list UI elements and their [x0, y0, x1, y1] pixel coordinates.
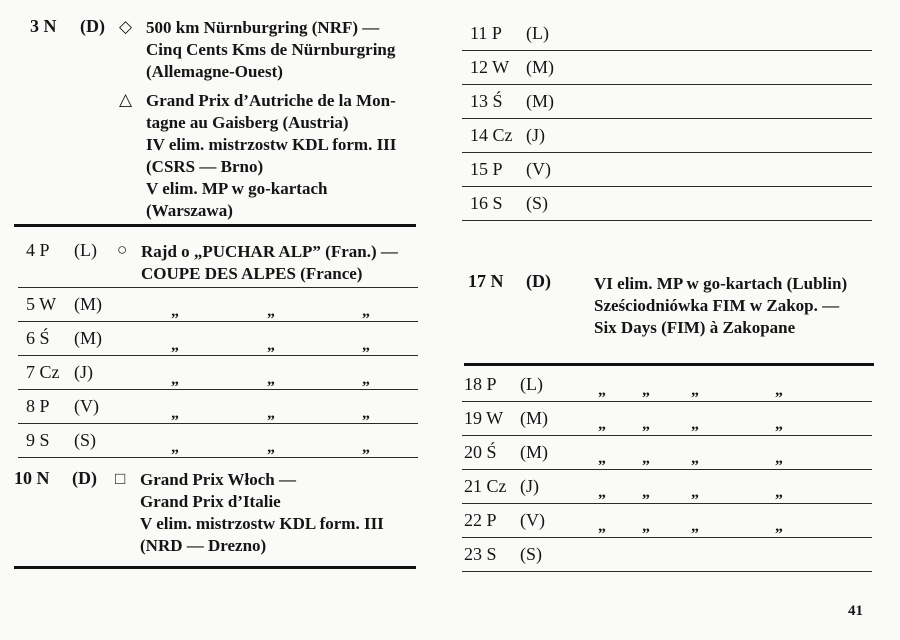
- day-13-label: 13 Ś: [470, 91, 503, 111]
- day-rule: [18, 321, 418, 322]
- day-rule: [18, 457, 418, 458]
- event-line: (CSRS — Brno): [146, 157, 264, 176]
- day-7-label: 7 Cz: [26, 362, 60, 382]
- event-line: Grand Prix Włoch —: [140, 470, 296, 489]
- event-line: Six Days (FIM) à Zakopane: [594, 318, 796, 337]
- ditto-mark: „: [691, 416, 699, 433]
- event-line: IV elim. mistrzostw KDL form. III: [146, 135, 397, 154]
- day-21-code: (J): [520, 476, 539, 496]
- day-3-code: (D): [80, 16, 105, 36]
- ditto-mark: „: [362, 371, 370, 388]
- day-11-label: 11 P: [470, 23, 502, 43]
- event-line: (Warszawa): [146, 201, 233, 220]
- day-4-code: (L): [74, 240, 97, 260]
- ditto-mark: „: [642, 518, 650, 535]
- day-18-code: (L): [520, 374, 543, 394]
- ditto-mark: „: [598, 416, 606, 433]
- event-line: Grand Prix d’Autriche de la Mon-: [146, 91, 396, 110]
- ditto-mark: „: [691, 382, 699, 399]
- day-4-event: [141, 241, 398, 285]
- ditto-mark: „: [598, 450, 606, 467]
- triangle-icon: △: [119, 90, 133, 109]
- day-16-code: (S): [526, 193, 548, 213]
- ditto-mark: „: [598, 518, 606, 535]
- page-number: 41: [848, 603, 863, 619]
- ditto-mark: „: [362, 337, 370, 354]
- week-divider: [14, 224, 416, 227]
- ditto-mark: „: [171, 405, 179, 422]
- day-3-event-1: [146, 17, 395, 83]
- day-7-code: (J): [74, 362, 93, 382]
- day-rule: [18, 355, 418, 356]
- day-10-label: 10 N: [14, 468, 50, 488]
- day-12-label: 12 W: [470, 57, 510, 77]
- day-21-label: 21 Cz: [464, 476, 507, 496]
- event-line: VI elim. MP w go-kartach (Lublin): [594, 274, 848, 293]
- day-rule: [462, 469, 872, 470]
- day-17-event: [594, 273, 847, 339]
- day-19-code: (M): [520, 408, 548, 428]
- ditto-mark: „: [775, 416, 783, 433]
- ditto-mark: „: [775, 484, 783, 501]
- day-20-code: (M): [520, 442, 548, 462]
- day-5-label: 5 W: [26, 294, 57, 314]
- day-18-label: 18 P: [464, 374, 497, 394]
- day-15-label: 15 P: [470, 159, 503, 179]
- ditto-mark: „: [642, 484, 650, 501]
- day-rule: [462, 537, 872, 538]
- ditto-mark: „: [171, 337, 179, 354]
- day-20-label: 20 Ś: [464, 442, 497, 462]
- day-15-code: (V): [526, 159, 551, 179]
- ditto-mark: „: [267, 405, 275, 422]
- ditto-mark: „: [691, 450, 699, 467]
- day-rule: [18, 423, 418, 424]
- ditto-mark: „: [362, 405, 370, 422]
- ditto-mark: „: [691, 518, 699, 535]
- day-rule: [462, 503, 872, 504]
- day-22-code: (V): [520, 510, 545, 530]
- ditto-mark: „: [267, 371, 275, 388]
- day-rule: [462, 84, 872, 85]
- event-line: 500 km Nürnburgring (NRF) —: [146, 18, 380, 37]
- day-8-label: 8 P: [26, 396, 50, 416]
- ditto-mark: „: [171, 439, 179, 456]
- day-17-code: (D): [526, 271, 551, 291]
- ditto-mark: „: [691, 484, 699, 501]
- day-rule: [462, 401, 872, 402]
- ditto-mark: „: [642, 416, 650, 433]
- day-23-label: 23 S: [464, 544, 497, 564]
- day-22-label: 22 P: [464, 510, 497, 530]
- day-rule: [462, 220, 872, 221]
- event-line: COUPE DES ALPES (France): [141, 264, 363, 283]
- diamond-icon: ◇: [119, 17, 133, 36]
- event-line: (Allemagne-Ouest): [146, 62, 283, 81]
- day-13-code: (M): [526, 91, 554, 111]
- ditto-mark: „: [267, 303, 275, 320]
- day-6-code: (M): [74, 328, 102, 348]
- day-23-code: (S): [520, 544, 542, 564]
- day-3-event-2: [146, 90, 396, 222]
- ditto-mark: „: [362, 439, 370, 456]
- event-line: Rajd o „PUCHAR ALP” (Fran.) —: [141, 242, 398, 261]
- ditto-mark: „: [775, 518, 783, 535]
- event-line: Sześciodniówka FIM w Zakop. —: [594, 296, 840, 315]
- day-19-label: 19 W: [464, 408, 504, 428]
- day-10-code: (D): [72, 468, 97, 488]
- event-line: tagne au Gaisberg (Austria): [146, 113, 349, 132]
- ditto-mark: „: [775, 382, 783, 399]
- day-rule: [462, 118, 872, 119]
- day-4-label: 4 P: [26, 240, 50, 260]
- ditto-mark: „: [171, 303, 179, 320]
- day-14-label: 14 Cz: [470, 125, 513, 145]
- week-divider: [464, 363, 874, 366]
- event-line: V elim. mistrzostw KDL form. III: [140, 514, 384, 533]
- day-6-label: 6 Ś: [26, 328, 50, 348]
- day-10-event: [140, 469, 384, 557]
- day-11-code: (L): [526, 23, 549, 43]
- ditto-mark: „: [642, 382, 650, 399]
- ditto-mark: „: [362, 303, 370, 320]
- day-16-label: 16 S: [470, 193, 503, 213]
- day-rule: [462, 571, 872, 572]
- event-line: Grand Prix d’Italie: [140, 492, 281, 511]
- day-rule: [462, 435, 872, 436]
- circle-icon: ○: [117, 240, 128, 259]
- day-rule: [462, 152, 872, 153]
- ditto-mark: „: [267, 439, 275, 456]
- day-14-code: (J): [526, 125, 545, 145]
- ditto-mark: „: [598, 484, 606, 501]
- day-12-code: (M): [526, 57, 554, 77]
- day-3-label: 3 N: [30, 16, 57, 36]
- day-rule: [18, 287, 418, 288]
- day-9-code: (S): [74, 430, 96, 450]
- ditto-mark: „: [642, 450, 650, 467]
- week-divider: [14, 566, 416, 569]
- day-rule: [462, 186, 872, 187]
- day-8-code: (V): [74, 396, 99, 416]
- ditto-mark: „: [775, 450, 783, 467]
- ditto-mark: „: [598, 382, 606, 399]
- event-line: Cinq Cents Kms de Nürnburgring: [146, 40, 396, 59]
- event-line: V elim. MP w go-kartach: [146, 179, 328, 198]
- ditto-mark: „: [267, 337, 275, 354]
- event-line: (NRD — Drezno): [140, 536, 267, 555]
- day-rule: [18, 389, 418, 390]
- day-5-code: (M): [74, 294, 102, 314]
- ditto-mark: „: [171, 371, 179, 388]
- square-icon: □: [115, 469, 126, 488]
- day-9-label: 9 S: [26, 430, 50, 450]
- day-17-label: 17 N: [468, 271, 504, 291]
- day-rule: [462, 50, 872, 51]
